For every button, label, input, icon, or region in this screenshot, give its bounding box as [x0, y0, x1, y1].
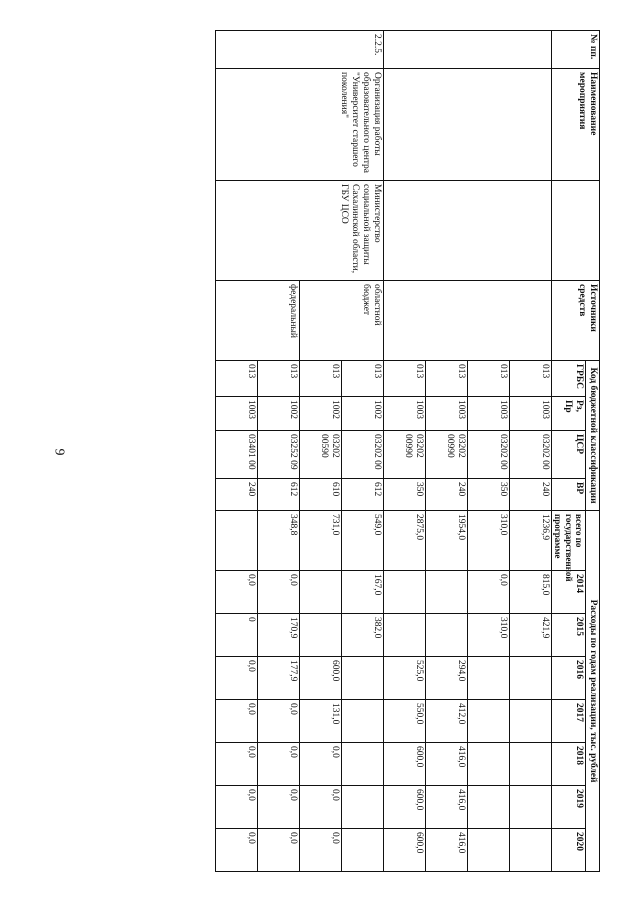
cell-y2016: [468, 657, 510, 700]
cell-vr: 350: [468, 479, 510, 511]
header-total: всего по государственной программе: [552, 511, 586, 571]
cell-vr: 610: [300, 479, 342, 511]
cell-grbs: 013: [216, 361, 258, 397]
cell-y2017: 412,0: [426, 700, 468, 743]
cell-vr: 612: [342, 479, 384, 511]
cell-vr: 240: [216, 479, 258, 511]
cell-grbs: 013: [300, 361, 342, 397]
cell-rz: 1003: [510, 397, 552, 431]
header-csr: ЦСР: [552, 431, 586, 479]
rotated-table-container: [100, 30, 600, 890]
header-source: Источники средств: [552, 281, 600, 361]
header-year: 2015: [552, 614, 586, 657]
cell-y2014: 0,0: [468, 571, 510, 614]
cell-total: 2875,0: [384, 511, 426, 571]
header-name: Наименование мероприятия: [552, 69, 600, 181]
cell-csr: 03401 00: [216, 431, 258, 479]
cell-no: 2.2.5.: [216, 31, 384, 69]
cell-rz: 1002: [258, 397, 300, 431]
cell-total: 1954,0: [426, 511, 468, 571]
header-year: 2014: [552, 571, 586, 614]
cell-csr: 03202 00: [510, 431, 552, 479]
header-no: № пп.: [552, 31, 600, 69]
cell-y2014: 815,0: [510, 571, 552, 614]
cell-y2015: 170,9: [258, 614, 300, 657]
cell-y2016: 294,0: [426, 657, 468, 700]
page-number: 9: [51, 448, 67, 456]
header-executor: [552, 181, 600, 281]
cell-y2018: 0,0: [216, 743, 258, 786]
cell-csr: 03202 00590: [300, 431, 342, 479]
cell-csr: 03202 00990: [426, 431, 468, 479]
cell-y2020: [342, 829, 384, 872]
cell-total: 348,8: [258, 511, 300, 571]
cell-rz: 1002: [342, 397, 384, 431]
cell-y2020: 600,0: [384, 829, 426, 872]
cell-grbs: 013: [510, 361, 552, 397]
header-budget-code: Код бюджетной классификации: [586, 361, 600, 511]
cell-grbs: 013: [426, 361, 468, 397]
cell-y2018: 0,0: [300, 743, 342, 786]
cell-y2016: 600,0: [300, 657, 342, 700]
cell-y2016: [510, 657, 552, 700]
cell-executor: [384, 181, 552, 281]
cell-y2015: 421,9: [510, 614, 552, 657]
cell-y2019: 600,0: [384, 786, 426, 829]
cell-y2020: [468, 829, 510, 872]
cell-y2020: 0,0: [300, 829, 342, 872]
cell-no: [384, 31, 552, 69]
cell-y2020: 416,0: [426, 829, 468, 872]
cell-y2019: [468, 786, 510, 829]
cell-y2018: 0,0: [258, 743, 300, 786]
cell-y2014: 167,0: [342, 571, 384, 614]
cell-rz: 1003: [426, 397, 468, 431]
cell-grbs: 013: [384, 361, 426, 397]
header-year: 2019: [552, 786, 586, 829]
header-grbs: ГРБС: [552, 361, 586, 397]
cell-y2018: [468, 743, 510, 786]
cell-grbs: 013: [468, 361, 510, 397]
cell-y2017: 131,0: [300, 700, 342, 743]
cell-source: [384, 281, 552, 361]
cell-y2015: 0: [216, 614, 258, 657]
cell-vr: 240: [510, 479, 552, 511]
cell-y2014: [300, 571, 342, 614]
cell-csr: 03252 09: [258, 431, 300, 479]
cell-y2014: [426, 571, 468, 614]
cell-y2015: [300, 614, 342, 657]
cell-total: 549,0: [342, 511, 384, 571]
cell-y2020: 0,0: [258, 829, 300, 872]
cell-y2019: 0,0: [258, 786, 300, 829]
cell-total: 731,0: [300, 511, 342, 571]
cell-executor: Министерство социальной защиты Сахалинской области, ГБУ ЦСО: [216, 181, 384, 281]
cell-y2014: 0,0: [216, 571, 258, 614]
cell-y2017: 0,0: [258, 700, 300, 743]
cell-y2019: 416,0: [426, 786, 468, 829]
cell-rz: 1003: [468, 397, 510, 431]
header-row-1: [586, 31, 600, 872]
cell-y2017: [468, 700, 510, 743]
cell-y2019: 0,0: [300, 786, 342, 829]
cell-y2014: 0,0: [258, 571, 300, 614]
cell-y2014: [384, 571, 426, 614]
cell-source: областной бюджет: [300, 281, 384, 361]
cell-rz: 1003: [384, 397, 426, 431]
cell-y2018: [342, 743, 384, 786]
cell-csr: 03202 00: [468, 431, 510, 479]
cell-rz: 1002: [300, 397, 342, 431]
cell-y2020: [510, 829, 552, 872]
cell-y2015: [426, 614, 468, 657]
header-rz: Рз, Пр: [552, 397, 586, 431]
cell-y2019: [510, 786, 552, 829]
cell-y2015: 382,0: [342, 614, 384, 657]
cell-y2019: 0,0: [216, 786, 258, 829]
cell-y2015: [384, 614, 426, 657]
cell-y2018: 600,0: [384, 743, 426, 786]
header-year: 2016: [552, 657, 586, 700]
cell-y2017: 550,0: [384, 700, 426, 743]
table-row: [342, 31, 384, 872]
cell-y2018: 416,0: [426, 743, 468, 786]
cell-name: [384, 69, 552, 181]
cell-grbs: 013: [258, 361, 300, 397]
cell-source: федеральный: [216, 281, 300, 361]
cell-y2016: [342, 657, 384, 700]
cell-y2017: [510, 700, 552, 743]
cell-rz: 1003: [216, 397, 258, 431]
cell-y2016: 0,0: [216, 657, 258, 700]
header-expenses: Расходы по годам реализации, тыс. рублей: [586, 511, 600, 872]
cell-total: 1236,9: [510, 511, 552, 571]
header-year: 2018: [552, 743, 586, 786]
cell-vr: 350: [384, 479, 426, 511]
cell-csr: 03202 00: [342, 431, 384, 479]
cell-csr: 03202 00990: [384, 431, 426, 479]
cell-name: Организация работы образовательного центра "Университет старшего поколения": [216, 69, 384, 181]
cell-y2018: [510, 743, 552, 786]
cell-total: [216, 511, 258, 571]
cell-total: 310,0: [468, 511, 510, 571]
cell-y2020: 0,0: [216, 829, 258, 872]
cell-y2016: 525,0: [384, 657, 426, 700]
cell-y2017: [342, 700, 384, 743]
header-year: 2020: [552, 829, 586, 872]
cell-grbs: 013: [342, 361, 384, 397]
budget-table: [215, 30, 600, 872]
table-row: [510, 31, 552, 872]
cell-y2019: [342, 786, 384, 829]
cell-y2015: 310,0: [468, 614, 510, 657]
header-year: 2017: [552, 700, 586, 743]
cell-vr: 612: [258, 479, 300, 511]
cell-vr: 240: [426, 479, 468, 511]
header-vr: ВР: [552, 479, 586, 511]
cell-y2016: 177,9: [258, 657, 300, 700]
cell-y2017: 0,0: [216, 700, 258, 743]
